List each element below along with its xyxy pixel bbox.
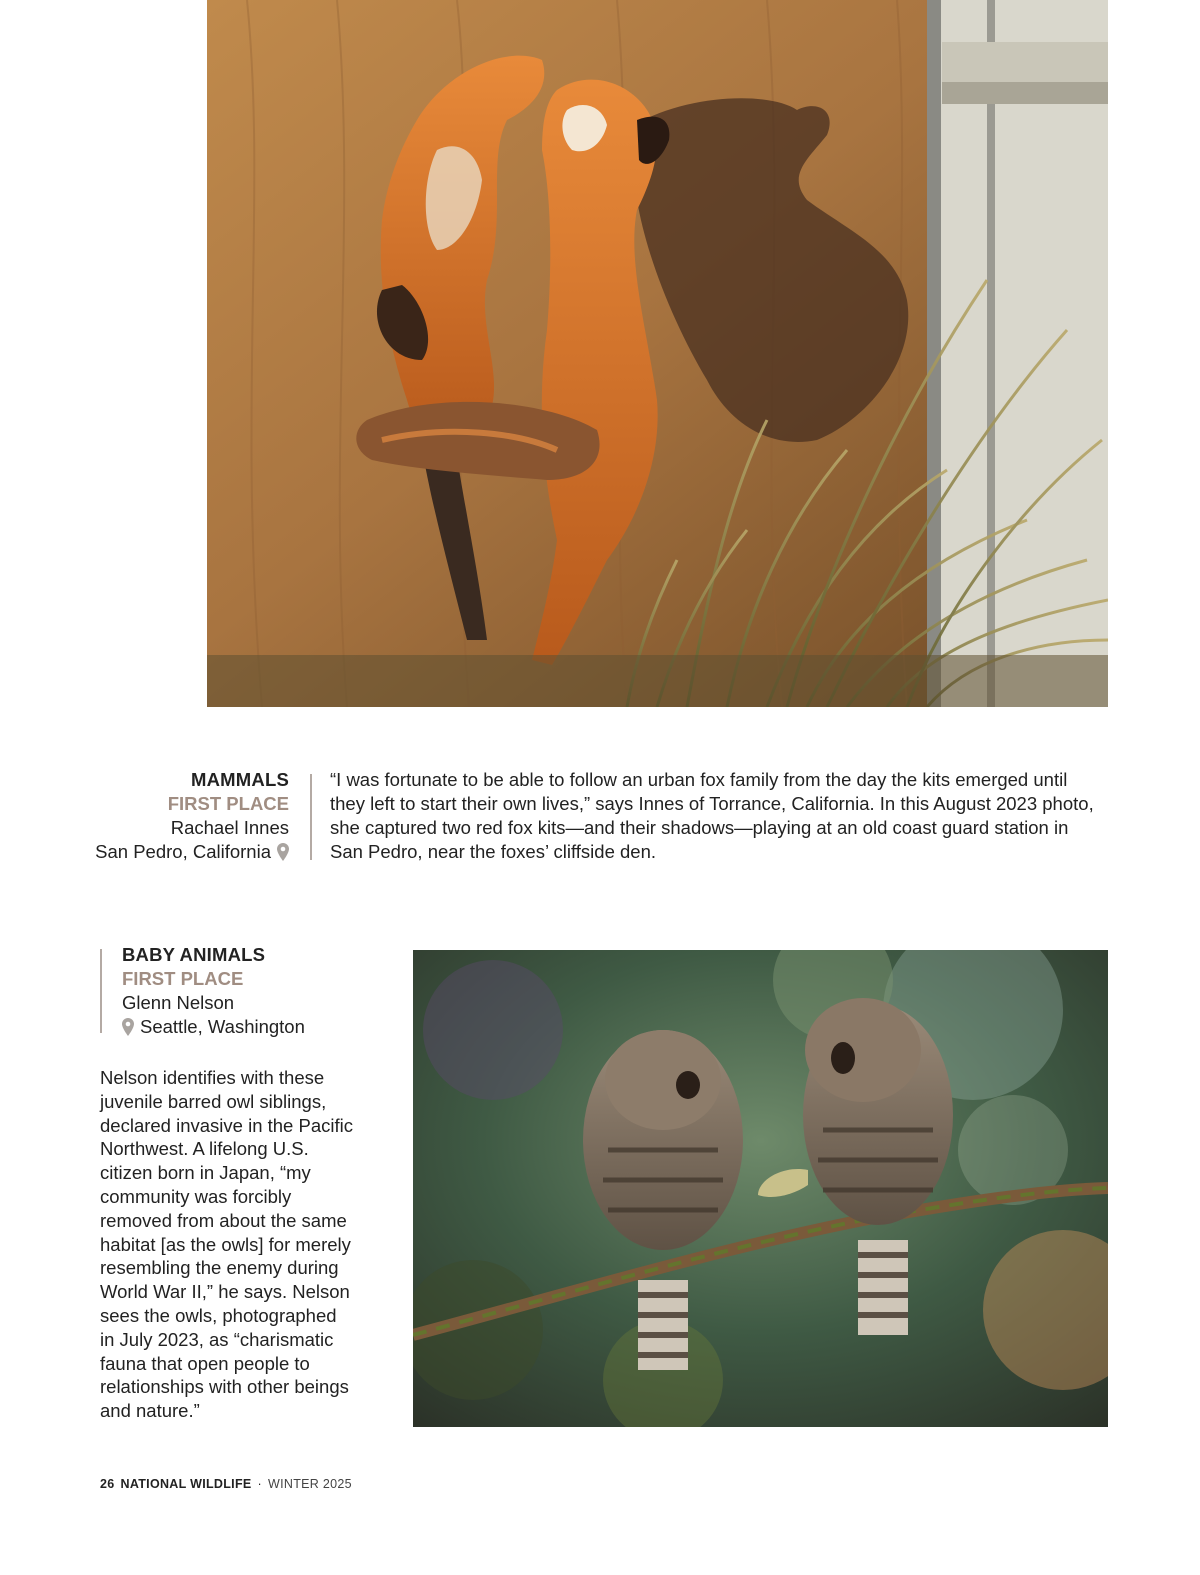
mammals-credit xyxy=(95,768,289,864)
mammals-place: FIRST PLACE xyxy=(167,793,289,814)
baby-animals-divider xyxy=(100,949,102,1033)
baby-animals-photographer: Glenn Nelson xyxy=(122,992,235,1013)
page-number: 26 xyxy=(100,1477,115,1491)
mammals-location: San Pedro, California xyxy=(95,841,271,862)
baby-animals-category: BABY ANIMALS xyxy=(122,944,266,965)
issue-date: WINTER 2025 xyxy=(268,1477,352,1491)
mammals-category: MAMMALS xyxy=(191,769,289,790)
mammals-photographer: Rachael Innes xyxy=(170,817,289,838)
baby-animals-location: Seattle, Washington xyxy=(140,1016,305,1037)
map-pin-icon xyxy=(277,843,289,861)
page-footer xyxy=(100,1477,352,1491)
baby-animals-caption: Nelson identifies with these juvenile barred owl siblings, declared invasive in the Pacific Northwest. A lifelong U.S. citizen born in Japan, “my community was forcibly removed from about the same habitat [as the owls] for merely resembling the enemy during World War II,” he says. Nelson sees the owls, photographed in July 2023, as “charismatic fauna that open people to relationships with other beings and nature.” xyxy=(100,1067,353,1422)
mammals-divider xyxy=(310,774,312,860)
baby-animals-location-line xyxy=(122,1015,305,1039)
baby-animals-credit xyxy=(122,943,305,1039)
mammals-caption: “I was fortunate to be able to follow an urban fox family from the day the kits emerged until they left to start their own lives,” says Innes of Torrance, California. In this August 2023 photo, she captured two red fox kits—and their shadows—playing at an old coast guard station in San Pedro, near the foxes’ cliffside den. xyxy=(330,769,1094,862)
owl-photo xyxy=(413,950,1108,1427)
baby-animals-place: FIRST PLACE xyxy=(122,968,244,989)
map-pin-icon xyxy=(122,1018,134,1036)
mammals-location-line xyxy=(95,840,289,864)
fox-photo xyxy=(207,0,1108,707)
footer-separator: · xyxy=(257,1477,262,1491)
magazine-name: NATIONAL WILDLIFE xyxy=(120,1477,252,1491)
